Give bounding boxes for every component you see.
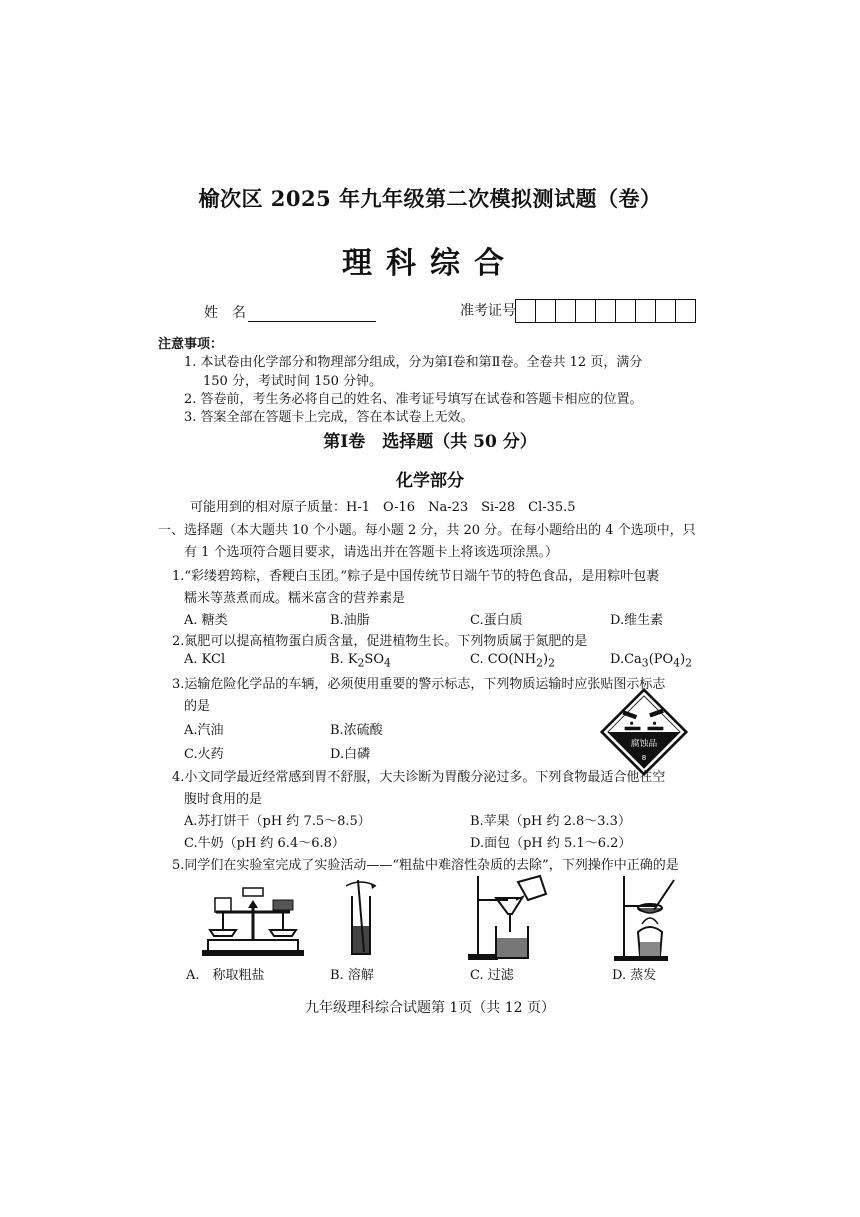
- corrosive-hazard-sign: [600, 688, 688, 776]
- q1-option-b: B.油脂: [330, 613, 370, 628]
- q1-option-d: D.维生素: [610, 613, 664, 628]
- q5-option-a: A. 称取粗盐: [186, 968, 265, 983]
- id-digit-box[interactable]: [555, 299, 576, 323]
- exam-subject: 理科综合: [342, 246, 518, 281]
- q5-option-c: C. 过滤: [470, 968, 514, 983]
- section-title: 第Ⅰ卷 选择题（共 50 分）: [323, 432, 537, 452]
- dissolving-figure: [338, 876, 388, 960]
- notice-item-3: 3. 答案全部在答题卡上完成，答在本试卷上无效。: [184, 410, 474, 425]
- id-label: 准考证号: [460, 303, 516, 319]
- part-title: 化学部分: [396, 471, 464, 491]
- id-digit-box[interactable]: [535, 299, 556, 323]
- q2-stem: 2.氮肥可以提高植物蛋白质含量，促进植物生长。下列物质属于氮肥的是: [172, 634, 588, 649]
- notice-item-2: 2. 答卷前，考生务必将自己的姓名、准考证号填写在试卷和答题卡相应的位置。: [184, 392, 643, 407]
- q5-stem: 5.同学们在实验室完成了实验活动——“粗盐中难溶性杂质的去除”，下列操作中正确的是: [172, 858, 679, 873]
- q4-option-d: D.面包（pH 约 5.1～6.2）: [470, 836, 632, 851]
- q4-option-a: A.苏打饼干（pH 约 7.5～8.5）: [184, 814, 371, 829]
- exam-title: 榆次区 2025 年九年级第二次模拟测试题（卷）: [198, 186, 662, 211]
- balance-weighing-figure: [198, 878, 308, 960]
- notice-title: 注意事项：: [158, 337, 224, 352]
- name-label: 姓 名: [204, 305, 246, 321]
- id-boxes[interactable]: [516, 299, 696, 323]
- q1-option-a: A. 糖类: [184, 613, 228, 628]
- page-footer: 九年级理科综合试题第 1页（共 12 页）: [304, 1000, 556, 1016]
- q5-option-b: B. 溶解: [330, 968, 374, 983]
- notice-item-1: 1. 本试卷由化学部分和物理部分组成，分为第Ⅰ卷和第Ⅱ卷。全卷共 12 页，满分: [184, 355, 643, 370]
- q3-option-d: D.白磷: [330, 747, 371, 762]
- q5-option-d: D. 蒸发: [612, 968, 657, 983]
- q3-option-b: B.浓硫酸: [330, 723, 383, 738]
- q3-option-a: A.汽油: [184, 723, 224, 738]
- q3-option-c: C.火药: [184, 747, 224, 762]
- q4-stem-2: 腹时食用的是: [184, 792, 263, 807]
- instructions-line-2: 有 1 个选项符合题目要求，请选出并在答题卡上将该选项涂黑。）: [184, 545, 559, 560]
- filtration-figure: [466, 872, 556, 962]
- q4-option-c: C.牛奶（pH 约 6.4～6.8）: [184, 836, 345, 851]
- q2-option-c: C. $CO(NH_2)_2$: [470, 652, 555, 670]
- q3-stem-1: 3.运输危险化学品的车辆，必须使用重要的警示标志，下列物质运输时应张贴图示标志: [172, 677, 666, 692]
- name-field: [204, 302, 376, 322]
- id-field: [460, 299, 696, 323]
- q3-stem-2: 的是: [184, 699, 211, 714]
- id-digit-box[interactable]: [595, 299, 616, 323]
- q1-stem-2: 糯米等蒸煮而成。糯米富含的营养素是: [184, 591, 406, 606]
- id-digit-box[interactable]: [675, 299, 696, 323]
- atomic-mass-line: 可能用到的相对原子质量：H-1 O-16 Na-23 Si-28 Cl-35.5: [190, 500, 576, 515]
- q2-option-a: A. KCl: [184, 652, 226, 667]
- evaporation-figure: [610, 872, 690, 962]
- id-digit-box[interactable]: [575, 299, 596, 323]
- q1-stem-1: 1.“彩缕碧筠粽，香粳白玉团。”粽子是中国传统节日端午节的特色食品，是用粽叶包裹: [172, 569, 660, 584]
- name-blank-line[interactable]: [248, 307, 376, 322]
- q1-option-c: C.蛋白质: [470, 613, 523, 628]
- q4-stem-1: 4.小文同学最近经常感到胃不舒服，大夫诊断为胃酸分泌过多。下列食物最适合他在空: [172, 770, 666, 785]
- hazard-sign-label: 腐蚀品: [630, 739, 658, 750]
- id-digit-box[interactable]: [655, 299, 676, 323]
- q2-option-b: B. $K_2SO_4$: [330, 652, 391, 670]
- q2-option-d: $D.Ca_3(PO_4)_2$: [610, 652, 693, 670]
- hazard-sign-class: 8: [641, 753, 647, 763]
- id-digit-box[interactable]: [635, 299, 656, 323]
- id-digit-box[interactable]: [515, 299, 536, 323]
- notice-item-1-cont: 150 分，考试时间 150 分钟。: [203, 374, 383, 389]
- q4-option-b: B.苹果（pH 约 2.8～3.3）: [470, 814, 631, 829]
- id-digit-box[interactable]: [615, 299, 636, 323]
- instructions-line-1: 一、选择题（本大题共 10 个小题。每小题 2 分，共 20 分。在每小题给出的 4 个选项中，只: [158, 523, 696, 538]
